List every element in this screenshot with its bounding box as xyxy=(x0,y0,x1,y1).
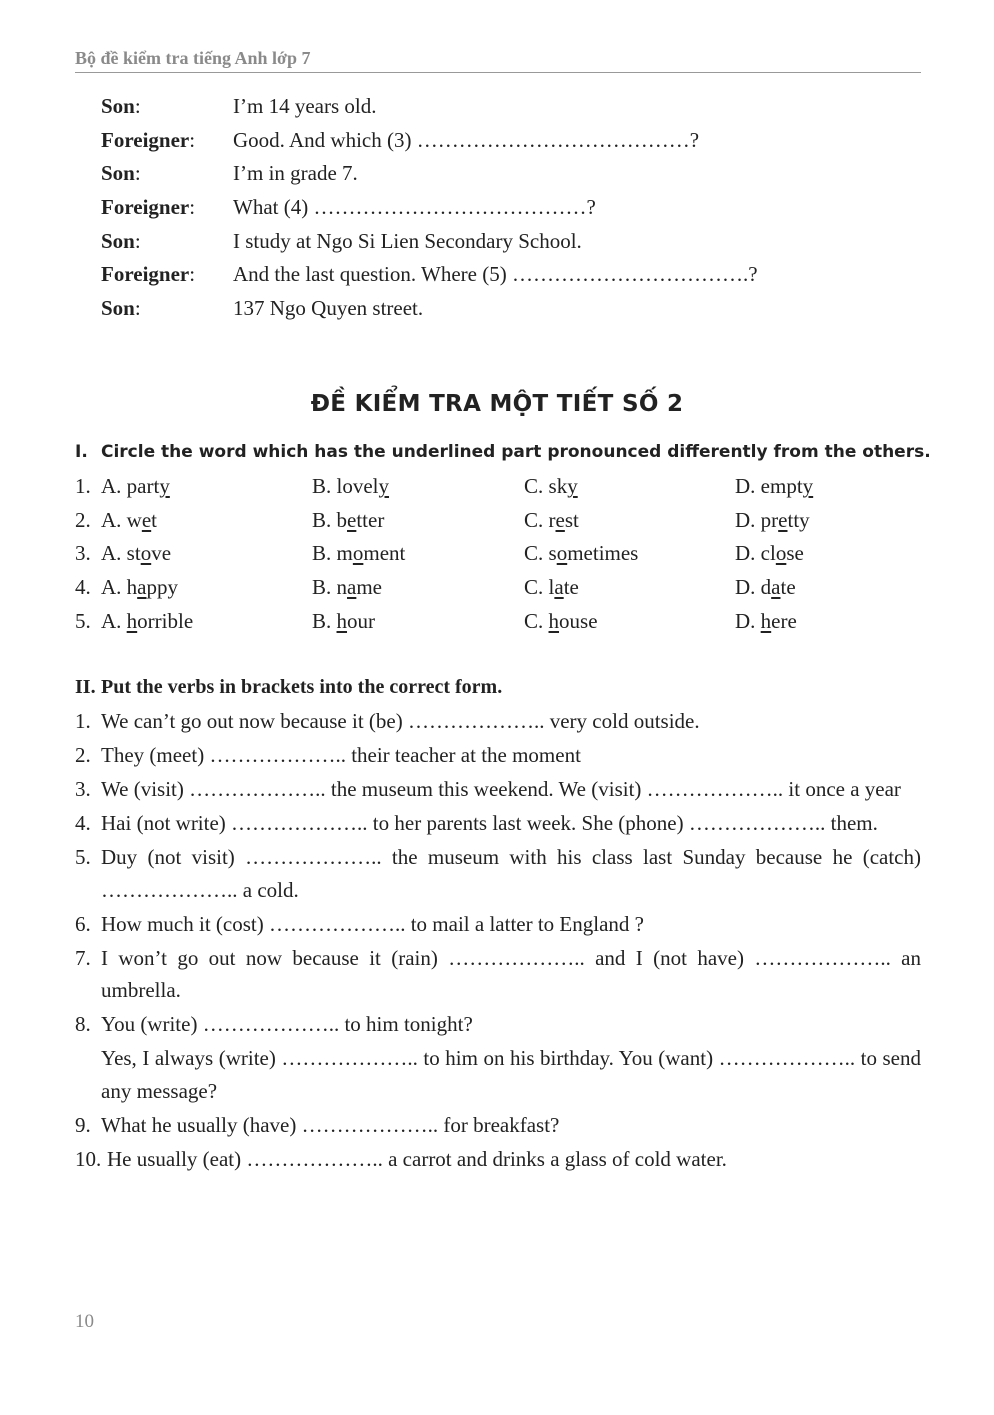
question-row xyxy=(75,470,921,504)
word-part: ere xyxy=(771,608,797,633)
exercise-line: Yes, I always (write) ……………….. to him on his birthday. You (want) ……………….. to send any message? xyxy=(101,1046,921,1103)
word-part: t xyxy=(151,507,158,532)
dialog-line: And the last question. Where (5) …………………………….? xyxy=(233,262,758,287)
word-part: ppy xyxy=(146,575,178,600)
word-part: st xyxy=(564,507,579,532)
question-row xyxy=(75,571,921,605)
word-part: st xyxy=(126,541,141,566)
answer-option-b[interactable] xyxy=(312,508,524,533)
underlined-part: e xyxy=(141,507,152,532)
dialog-line: I’m 14 years old. xyxy=(233,94,377,119)
exercise-line: We can’t go out now because it (be) ……………….. very cold outside. xyxy=(101,709,700,733)
word-part: l xyxy=(548,575,555,600)
underlined-part: e xyxy=(778,507,788,532)
dialog-line: Good. And which (3) …………………………………? xyxy=(233,127,700,152)
underlined-part: e xyxy=(555,507,565,532)
question-number: 1. xyxy=(75,474,91,499)
word-part: pr xyxy=(760,507,779,532)
dialog-row xyxy=(101,191,901,225)
answer-option-b[interactable] xyxy=(312,575,524,600)
dialog-speaker: Foreigner: xyxy=(101,127,196,152)
option-letter: D. xyxy=(735,541,756,566)
underlined-part: o xyxy=(140,541,152,566)
question-number: 4. xyxy=(75,575,91,600)
verb-form-exercises xyxy=(75,705,921,1175)
dialog-row xyxy=(101,124,901,158)
exercise-line: You (write) ……………….. to him tonight? xyxy=(101,1012,473,1036)
dialog-row xyxy=(101,292,901,326)
answer-option-a[interactable] xyxy=(101,609,312,634)
exercise-line: He usually (eat) ……………….. a carrot and drinks a glass of cold water. xyxy=(107,1146,727,1171)
option-letter: D. xyxy=(735,608,756,633)
underlined-part: a xyxy=(554,575,564,600)
answer-option-d[interactable] xyxy=(735,541,915,566)
dialog-line: I’m in grade 7. xyxy=(233,161,358,186)
answer-option-c[interactable] xyxy=(524,474,735,499)
answer-option-a[interactable] xyxy=(101,474,312,499)
word-part: se xyxy=(786,541,804,566)
word-part: s xyxy=(548,541,557,566)
question-row xyxy=(75,504,921,538)
exercise-number: 9. xyxy=(75,1112,91,1137)
word-part: ouse xyxy=(559,608,598,633)
underlined-part: y xyxy=(802,474,814,499)
exercise-text xyxy=(101,705,921,738)
underlined-part: a xyxy=(347,575,357,600)
exercise-item xyxy=(75,1109,921,1142)
underlined-part: y xyxy=(567,474,578,499)
option-letter: C. xyxy=(524,575,544,600)
dialog-speaker: Foreigner: xyxy=(101,262,196,287)
section-2-instruction: Put the verbs in brackets into the correct form. xyxy=(101,676,503,698)
section-1-heading xyxy=(75,442,935,462)
word-part: w xyxy=(126,507,142,532)
answer-option-a[interactable] xyxy=(101,508,312,533)
option-letter: A. xyxy=(101,507,122,532)
answer-option-c[interactable] xyxy=(524,575,735,600)
exercise-line: They (meet) ……………….. their teacher at the moment xyxy=(101,743,581,767)
word-part: tter xyxy=(356,507,385,532)
exercise-item xyxy=(75,739,921,772)
dialog-row xyxy=(101,157,901,191)
exercise-number: 4. xyxy=(75,811,91,835)
word-part: r xyxy=(548,507,556,532)
question-row xyxy=(75,604,921,638)
underlined-part: y xyxy=(159,474,170,499)
dialog-speaker: Son: xyxy=(101,228,141,253)
exercise-number: 8. xyxy=(75,1012,91,1036)
page-number: 10 xyxy=(75,1311,94,1332)
option-letter: A. xyxy=(101,575,122,600)
word-part: orrible xyxy=(137,608,194,633)
underlined-part: o xyxy=(352,541,364,566)
exercise-line: Hai (not write) ……………….. to her parents last week. She (phone) ……………….. them. xyxy=(101,811,878,835)
pronunciation-questions xyxy=(75,470,921,638)
word-part: empt xyxy=(760,474,803,499)
dialog-row xyxy=(101,90,901,124)
question-number: 5. xyxy=(75,608,91,633)
header-title: Bộ đề kiểm tra tiếng Anh lớp 7 xyxy=(75,48,311,68)
dialog-block xyxy=(101,90,901,325)
exercise-line: How much it (cost) ……………….. to mail a latter to England ? xyxy=(101,911,644,936)
dialog-line: 137 Ngo Quyen street. xyxy=(233,295,424,320)
section-1-instruction: Circle the word which has the underlined part pronounced differently from the others. xyxy=(101,442,931,462)
word-part: ve xyxy=(151,541,172,566)
underlined-part: y xyxy=(378,474,390,499)
option-letter: D. xyxy=(735,507,756,532)
option-letter: A. xyxy=(101,541,122,566)
word-part: d xyxy=(760,575,772,600)
word-part: lovel xyxy=(336,474,379,499)
word-part: b xyxy=(336,507,348,532)
running-header xyxy=(75,46,921,73)
word-part: sk xyxy=(548,474,568,499)
exercise-line: I won’t go out now because it (rain) ……………….. and I (not have) ……………….. an umbrella. xyxy=(101,945,921,1002)
word-part: te xyxy=(780,575,796,600)
word-part: tty xyxy=(787,507,810,532)
word-part: n xyxy=(336,575,348,600)
word-part: me xyxy=(356,575,382,600)
option-letter: C. xyxy=(524,541,544,566)
exercise-text xyxy=(101,1109,921,1142)
dialog-speaker: Foreigner: xyxy=(101,195,196,220)
question-row xyxy=(75,537,921,571)
word-part: our xyxy=(347,608,376,633)
word-part: metimes xyxy=(567,541,639,566)
exercise-item xyxy=(75,942,921,1007)
exercise-text xyxy=(101,942,921,1007)
exercise-text xyxy=(101,908,921,941)
option-letter: C. xyxy=(524,474,544,499)
exercise-item xyxy=(75,841,921,906)
exercise-item xyxy=(75,807,921,840)
dialog-speaker: Son: xyxy=(101,295,141,320)
answer-option-a[interactable] xyxy=(101,541,312,566)
exercise-text xyxy=(101,1008,921,1107)
dialog-speaker: Son: xyxy=(101,161,141,186)
exercise-item xyxy=(75,705,921,738)
exercise-text xyxy=(101,841,921,906)
section-1-number: I. xyxy=(75,442,88,462)
answer-option-d[interactable] xyxy=(735,575,915,600)
underlined-part: h xyxy=(548,608,560,633)
test-title: ĐỀ KIỂM TRA MỘT TIẾT SỐ 2 xyxy=(310,391,684,417)
dialog-row xyxy=(101,224,901,258)
exercise-number: 6. xyxy=(75,911,91,936)
answer-option-b[interactable] xyxy=(312,474,524,499)
underlined-part: a xyxy=(771,575,781,600)
option-letter: A. xyxy=(101,474,122,499)
option-letter: B. xyxy=(312,575,332,600)
question-number: 3. xyxy=(75,541,91,566)
exercise-item xyxy=(75,1008,921,1107)
underlined-part: h xyxy=(126,608,138,633)
option-letter: B. xyxy=(312,541,332,566)
exercise-item xyxy=(75,773,921,806)
answer-option-c[interactable] xyxy=(524,508,735,533)
exercise-item xyxy=(75,1143,921,1176)
option-letter: C. xyxy=(524,608,544,633)
exercise-text xyxy=(107,1143,921,1176)
option-letter: B. xyxy=(312,507,332,532)
section-2-heading xyxy=(75,676,935,699)
underlined-part: o xyxy=(556,541,568,566)
dialog-line: I study at Ngo Si Lien Secondary School. xyxy=(233,228,582,253)
underlined-part: h xyxy=(760,608,772,633)
option-letter: B. xyxy=(312,608,332,633)
exercise-number: 10. xyxy=(75,1146,102,1171)
answer-option-d[interactable] xyxy=(735,508,915,533)
exercise-item xyxy=(75,908,921,941)
option-letter: C. xyxy=(524,507,544,532)
option-letter: B. xyxy=(312,474,332,499)
answer-option-d[interactable] xyxy=(735,609,915,634)
word-part: cl xyxy=(760,541,776,566)
option-letter: A. xyxy=(101,608,122,633)
word-part: part xyxy=(126,474,160,499)
word-part: ment xyxy=(363,541,406,566)
answer-option-b[interactable] xyxy=(312,541,524,566)
exercise-text xyxy=(101,773,921,806)
underlined-part: o xyxy=(775,541,787,566)
question-number: 2. xyxy=(75,507,91,532)
exercise-line: Duy (not visit) ……………….. the museum with his class last Sunday because he (catch) ……………….. a cold. xyxy=(101,845,921,902)
word-part: m xyxy=(336,541,353,566)
word-part: te xyxy=(563,575,579,600)
option-letter: D. xyxy=(735,575,756,600)
answer-option-a[interactable] xyxy=(101,575,312,600)
underlined-part: e xyxy=(347,507,357,532)
answer-option-c[interactable] xyxy=(524,541,735,566)
underlined-part: a xyxy=(137,575,147,600)
exercise-text xyxy=(101,807,921,840)
answer-option-d[interactable] xyxy=(735,474,915,499)
exercise-number: 5. xyxy=(75,845,91,869)
exercise-number: 3. xyxy=(75,777,91,801)
exercise-line: We (visit) ……………….. the museum this weekend. We (visit) ……………….. it once a year xyxy=(101,777,901,801)
dialog-row xyxy=(101,258,901,292)
exercise-number: 7. xyxy=(75,945,91,970)
answer-option-b[interactable] xyxy=(312,609,524,634)
exercise-number: 1. xyxy=(75,709,91,733)
dialog-line: What (4) …………………………………? xyxy=(233,195,596,220)
exercise-line: What he usually (have) ……………….. for breakfast? xyxy=(101,1112,560,1137)
section-2-number: II. xyxy=(75,676,96,698)
word-part: h xyxy=(126,575,138,600)
option-letter: D. xyxy=(735,474,756,499)
answer-option-c[interactable] xyxy=(524,609,735,634)
exercise-number: 2. xyxy=(75,743,91,767)
exercise-text xyxy=(101,739,921,772)
dialog-speaker: Son: xyxy=(101,94,141,119)
underlined-part: h xyxy=(336,608,348,633)
